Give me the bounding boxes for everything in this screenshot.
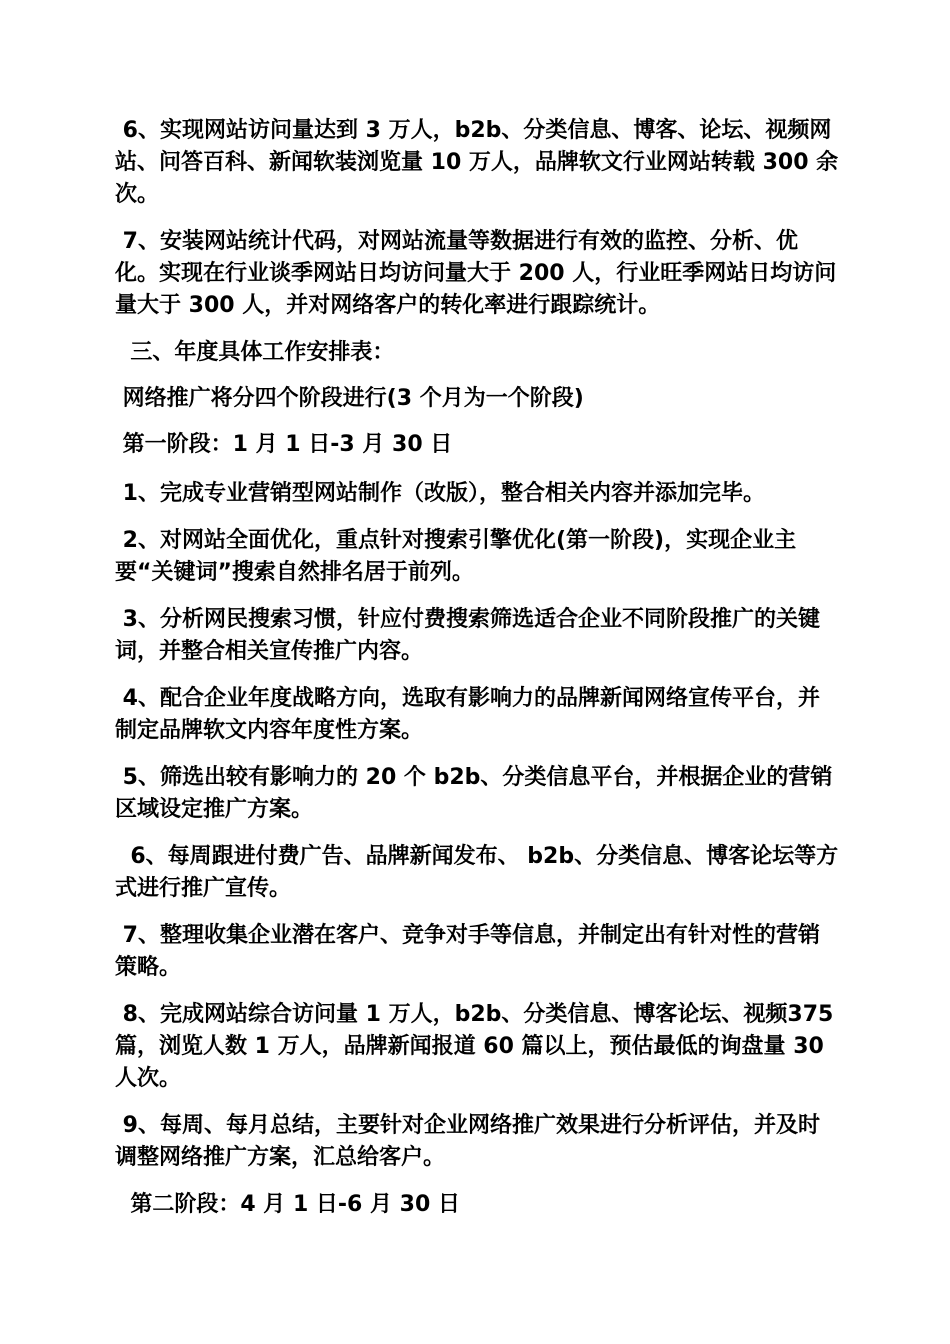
stage-one-item-1: 1、完成专业营销型网站制作（改版），整合相关内容并添加完毕。: [115, 481, 765, 506]
stage-one-item-7: 7、整理收集企业潜在客户、竞争对手等信息，并制定出有针对性的营销策略。: [115, 923, 820, 980]
stage-one-item-2: 2、对网站全面优化，重点针对搜索引擎优化(第一阶段)，实现企业主要“关键词”搜索自然排名居于前列。: [115, 528, 797, 585]
paragraph-stage-overview: 网络推广将分四个阶段进行(3 个月为一个阶段): [115, 386, 584, 411]
paragraph-item-6: 6、实现网站访问量达到 3 万人，b2b、分类信息、博客、论坛、视频网站、问答百科、新闻软装浏览量 10 万人，品牌软文行业网站转载 300 余次。: [115, 118, 839, 207]
stage-one-item-8: 8、完成网站综合访问量 1 万人，b2b、分类信息、博客论坛、视频375 篇，浏览人数 1 万人，品牌新闻报道 60 篇以上，预估最低的询盘量 30 人次。: [115, 1002, 842, 1091]
stage-one-heading: 第一阶段：1 月 1 日-3 月 30 日: [115, 432, 453, 457]
stage-one-item-6: 6、每周跟进付费广告、品牌新闻发布、 b2b、分类信息、博客论坛等方式进行推广宣传。: [115, 844, 839, 901]
stage-two-heading: 第二阶段：4 月 1 日-6 月 30 日: [115, 1192, 460, 1217]
stage-one-item-3: 3、分析网民搜索习惯，针应付费搜索筛选适合企业不同阶段推广的关键词，并整合相关宣传推广内容。: [115, 607, 820, 664]
section-heading-annual-schedule: 三、年度具体工作安排表：: [115, 340, 395, 365]
stage-one-item-4: 4、配合企业年度战略方向，选取有影响力的品牌新闻网络宣传平台，并制定品牌软文内容年度性方案。: [115, 686, 820, 743]
stage-one-item-5: 5、筛选出较有影响力的 20 个 b2b、分类信息平台，并根据企业的营销区域设定推广方案。: [115, 765, 833, 822]
stage-one-item-9: 9、每周、每月总结，主要针对企业网络推广效果进行分析评估，并及时调整网络推广方案，汇总给客户。: [115, 1113, 820, 1170]
paragraph-item-7: 7、安装网站统计代码，对网站流量等数据进行有效的监控、分析、优化。实现在行业谈季网站日均访问量大于 200 人，行业旺季网站日均访问量大于 300 人，并对网络客户的转化率进行跟踪统计。: [115, 229, 837, 318]
